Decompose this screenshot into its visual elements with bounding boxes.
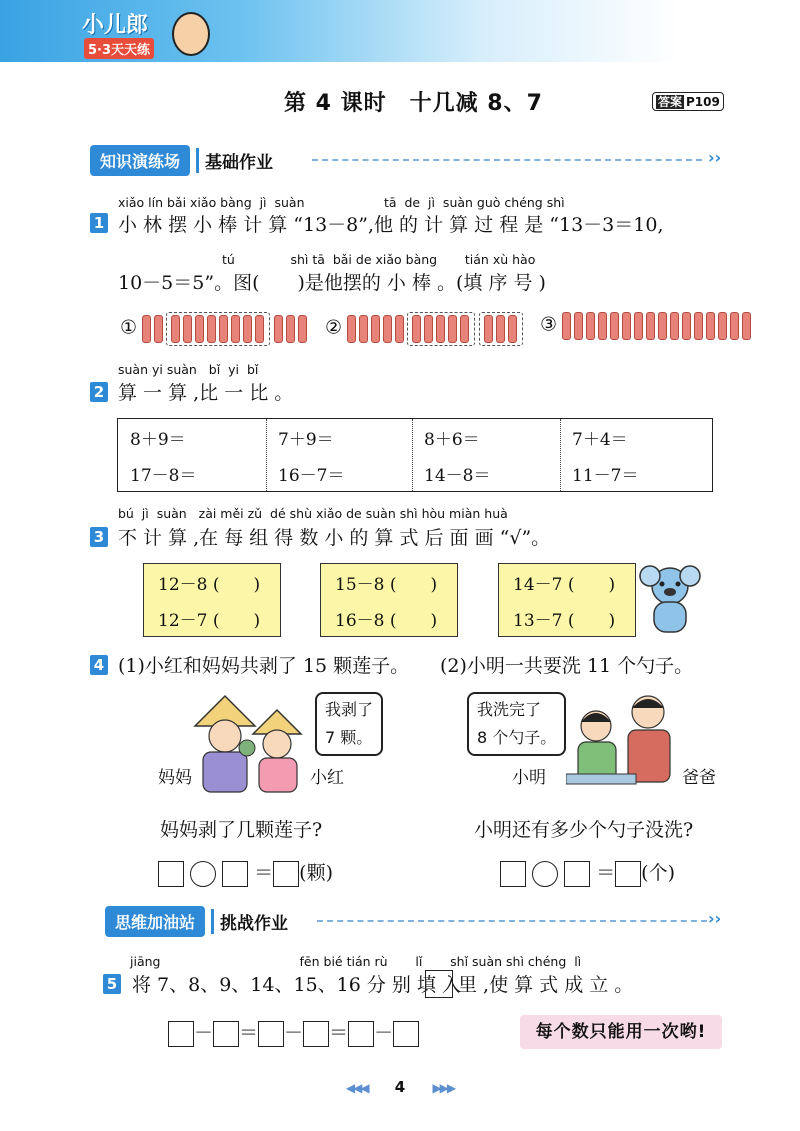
question-number: 3 (90, 527, 108, 547)
arrow-icon: ›› (708, 148, 722, 167)
mascot-icon (172, 12, 210, 56)
stick-icon (562, 312, 571, 340)
stick-icon (574, 312, 583, 340)
stick-icon (634, 312, 643, 340)
stick-bundle (407, 312, 475, 346)
answer-box[interactable] (158, 861, 184, 887)
q4-question2: 小明还有多少个勺子没洗? (474, 819, 694, 841)
operator-circle[interactable] (532, 861, 558, 887)
unit-label: (颗) (299, 862, 333, 884)
page-footer (0, 1078, 800, 1096)
bubble-line: 8 个勺子。 (477, 728, 557, 747)
q4-question1: 妈妈剥了几颗莲子? (160, 819, 323, 841)
label-xiaohong: 小红 (310, 768, 344, 788)
stick-icon (694, 312, 703, 340)
stick-icon (412, 315, 421, 343)
answer-box[interactable] (168, 1021, 194, 1047)
label-xiaoming: 小明 (512, 768, 546, 788)
stick-icon (718, 312, 727, 340)
calc-expr[interactable]: 8＋9＝ (130, 430, 186, 450)
question-number: 5 (103, 974, 121, 994)
stick-icon (395, 315, 404, 343)
q3-pinyin: bú jì suàn zài měi zǔ dé shù xiǎo de suàn shì hòu miàn huà (118, 506, 508, 521)
logo-title: 小儿郎 (82, 13, 149, 38)
q5-equation (168, 1018, 419, 1047)
stick-option-1[interactable] (120, 312, 310, 342)
tip-note: 每个数只能用一次哟! (520, 1015, 722, 1049)
equals-sign: ＝ (329, 1022, 349, 1044)
stick-icon (742, 312, 751, 340)
speech-bubble-mom (315, 692, 383, 756)
minus-sign: － (284, 1022, 304, 1044)
q5-pinyin: jiāng fēn bié tián rù lǐ shǐ suàn shì chéng lì (130, 954, 582, 969)
stick-icon (424, 315, 433, 343)
stick-icon (670, 312, 679, 340)
q4-part2-title: (2)小明一共要洗 11 个勺子。 (440, 655, 694, 677)
calc-expr[interactable]: 7＋9＝ (278, 430, 334, 450)
section-subtitle: 基础作业 (196, 148, 273, 173)
brand-logo (82, 8, 202, 64)
q1-text-1: 小 林 摆 小 棒 计 算 “13－8”,他 的 计 算 过 程 是 “13－3＝10, (118, 214, 664, 236)
compare-expr[interactable]: 13－7 ( ) (513, 611, 616, 631)
page-number: 4 (394, 1078, 406, 1096)
calc-table (117, 418, 713, 492)
answer-box[interactable] (615, 861, 641, 887)
calc-expr[interactable]: 11－7＝ (572, 466, 639, 486)
section-basic-header (90, 145, 730, 173)
answer-label: 答案 (658, 95, 683, 109)
stick-icon (598, 312, 607, 340)
mom-and-xiaohong-illustration (185, 690, 315, 800)
stick-icon (371, 315, 380, 343)
answer-box[interactable] (393, 1021, 419, 1047)
option-label: ① (120, 316, 138, 339)
minus-sign: － (194, 1022, 214, 1044)
q1-text-2: 10－5＝5”。图( )是他摆的 小 棒 。(填 序 号 ) (118, 272, 546, 294)
answer-box[interactable] (222, 861, 248, 887)
stick-icon (298, 315, 307, 343)
stick-icon (383, 315, 392, 343)
arrow-icon: ›› (708, 909, 722, 928)
stick-icon (730, 312, 739, 340)
question-number: 4 (90, 655, 108, 675)
compare-expr[interactable]: 15－8 ( ) (335, 575, 438, 595)
stick-icon (142, 315, 151, 343)
stick-icon (706, 312, 715, 340)
stick-bundle (166, 312, 270, 346)
calc-cell (118, 419, 266, 491)
stick-icon (274, 315, 283, 343)
prev-arrows-icon: ◀◀◀ (345, 1081, 368, 1095)
stick-icon (682, 312, 691, 340)
q1-pinyin-2: tú shì tā bǎi de xiǎo bàng tián xù hào (222, 252, 536, 267)
answer-box[interactable] (348, 1021, 374, 1047)
calc-expr[interactable]: 7＋4＝ (572, 430, 628, 450)
calc-cell (560, 419, 710, 491)
minus-sign: － (374, 1022, 394, 1044)
section-tag: 思维加油站 (105, 906, 205, 937)
q5-text-a: 将 7、8、9、14、15、16 分 别 填 入 (132, 974, 461, 996)
compare-group (143, 563, 281, 637)
compare-group (498, 563, 636, 637)
stick-icon (586, 312, 595, 340)
xiaoming-and-dad-illustration (566, 688, 686, 788)
q3-text: 不 计 算 ,在 每 组 得 数 小 的 算 式 后 面 画 “√”。 (118, 527, 551, 549)
answer-reference (652, 92, 724, 111)
stick-icon (286, 315, 295, 343)
calc-expr[interactable]: 8＋6＝ (424, 430, 480, 450)
unit-label: (个) (641, 862, 675, 884)
compare-expr[interactable]: 12－7 ( ) (158, 611, 261, 631)
stick-option-3[interactable] (540, 312, 754, 342)
koala-mascot-icon (636, 562, 704, 638)
calc-expr[interactable]: 14－8＝ (424, 466, 491, 486)
stick-icon (154, 315, 163, 343)
stick-icon (243, 315, 252, 343)
compare-expr[interactable]: 16－8 ( ) (335, 611, 438, 631)
section-tag: 知识演练场 (90, 145, 190, 176)
stick-icon (622, 312, 631, 340)
equals-sign: ＝ (239, 1022, 259, 1044)
operator-circle[interactable] (190, 861, 216, 887)
calc-cell (412, 419, 560, 491)
stick-icon (171, 315, 180, 343)
next-arrows-icon: ▶▶▶ (432, 1081, 455, 1095)
stick-icon (436, 315, 445, 343)
calc-expr[interactable]: 16－7＝ (278, 466, 345, 486)
stick-icon (460, 315, 469, 343)
compare-group (320, 563, 458, 637)
example-box (425, 970, 453, 998)
label-dad: 爸爸 (682, 768, 716, 788)
bubble-line: 我剥了 (325, 700, 374, 719)
stick-option-2[interactable] (325, 312, 527, 342)
calc-cell (266, 419, 412, 491)
stick-icon (646, 312, 655, 340)
answer-equation-1 (158, 858, 333, 887)
logo-subtitle: 5·3天天练 (84, 38, 154, 59)
bubble-line: 7 颗。 (325, 728, 373, 747)
stick-icon (496, 315, 505, 343)
stick-icon (183, 315, 192, 343)
stick-icon (347, 315, 356, 343)
answer-box[interactable] (564, 861, 590, 887)
option-label: ② (325, 316, 343, 339)
divider (312, 159, 702, 161)
q2-pinyin: suàn yi suàn bǐ yi bǐ (118, 362, 259, 377)
stick-icon (207, 315, 216, 343)
calc-expr[interactable]: 17－8＝ (130, 466, 197, 486)
q2-text: 算 一 算 ,比 一 比 。 (118, 382, 294, 404)
q1-pinyin-1: xiǎo lín bǎi xiǎo bàng jì suàn tā de jì suàn guò chéng shì (118, 195, 565, 210)
compare-expr[interactable]: 12－8 ( ) (158, 575, 261, 595)
answer-box[interactable] (303, 1021, 329, 1047)
stick-icon (658, 312, 667, 340)
divider (317, 920, 707, 922)
q4-part1-title: (1)小红和妈妈共剥了 15 颗莲子。 (118, 655, 410, 677)
section-challenge-header (105, 906, 730, 934)
q5-text-b: 里 ,使 算 式 成 立 。 (458, 974, 634, 996)
stick-icon (195, 315, 204, 343)
stick-icon (231, 315, 240, 343)
section-subtitle: 挑战作业 (211, 909, 288, 934)
option-label: ③ (540, 313, 558, 336)
answer-box[interactable] (213, 1021, 239, 1047)
speech-bubble-xiaoming (467, 692, 566, 756)
equals-sign: ＝ (254, 862, 274, 884)
answer-box[interactable] (258, 1021, 284, 1047)
equals-sign: ＝ (596, 862, 616, 884)
stick-icon (484, 315, 493, 343)
stick-icon (255, 315, 264, 343)
answer-box[interactable] (273, 861, 299, 887)
stick-icon (448, 315, 457, 343)
answer-box[interactable] (500, 861, 526, 887)
question-number: 2 (90, 382, 108, 402)
question-number: 1 (90, 213, 108, 233)
stick-icon (219, 315, 228, 343)
compare-expr[interactable]: 14－7 ( ) (513, 575, 616, 595)
stick-icon (508, 315, 517, 343)
answer-page: P109 (686, 95, 720, 109)
stick-bundle (479, 312, 523, 346)
page-title: 第 4 课时 十几减 8、7 (284, 91, 543, 116)
bubble-line: 我洗完了 (477, 700, 542, 719)
label-mom: 妈妈 (158, 768, 192, 788)
stick-icon (610, 312, 619, 340)
stick-icon (359, 315, 368, 343)
answer-equation-2 (500, 858, 675, 887)
